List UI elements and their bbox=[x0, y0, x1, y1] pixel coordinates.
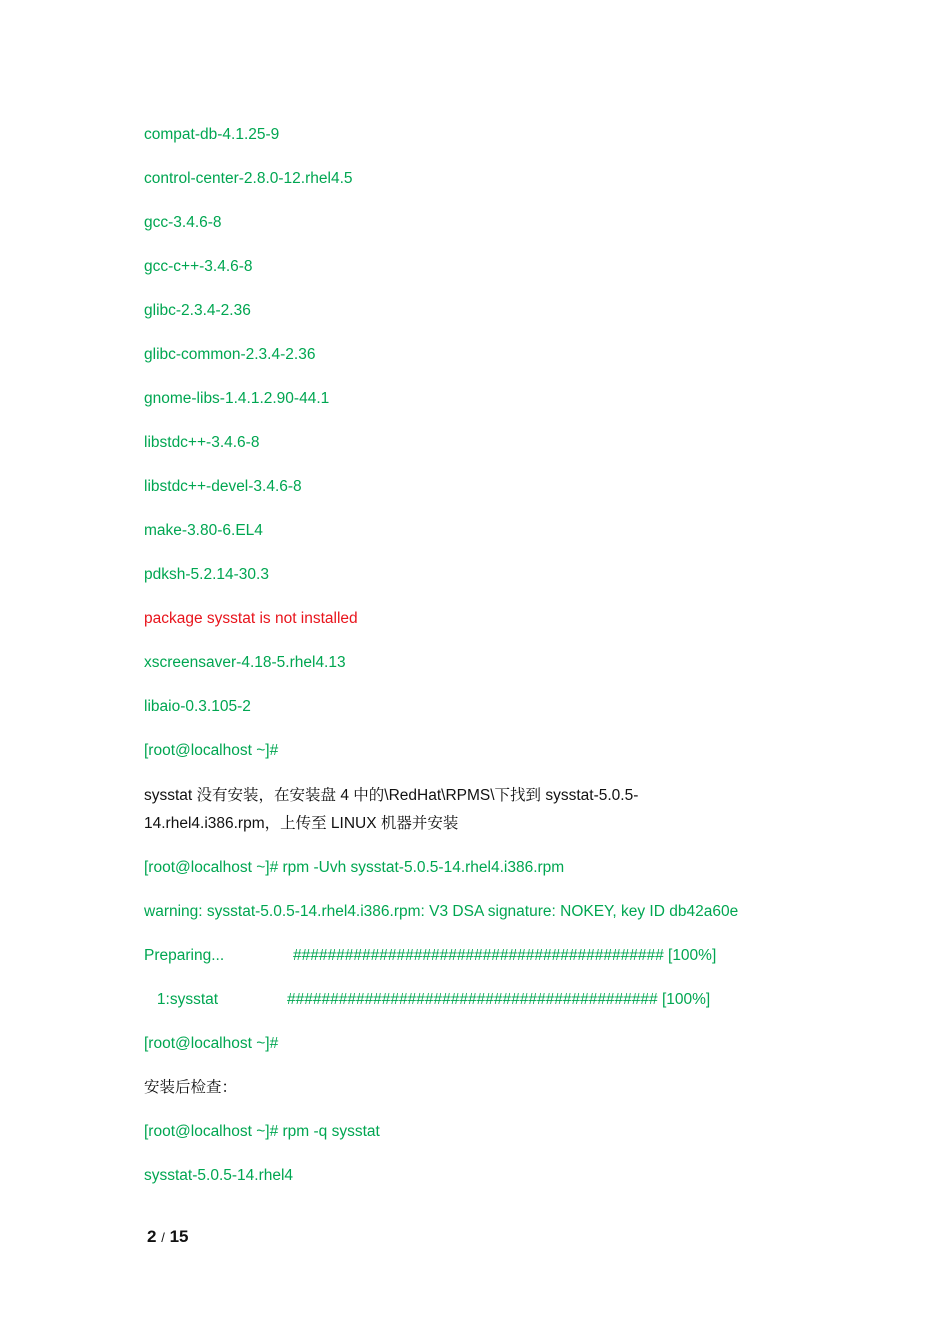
signature-warning: warning: sysstat-5.0.5-14.rhel4.i386.rpm: V3 DSA signature: NOKEY, key ID db42a60e bbox=[144, 903, 739, 920]
package-line: glibc-common-2.3.4-2.36 bbox=[144, 346, 316, 363]
package-line: glibc-2.3.4-2.36 bbox=[144, 302, 251, 319]
package-line: make-3.80-6.EL4 bbox=[144, 522, 263, 539]
package-line: libaio-0.3.105-2 bbox=[144, 698, 251, 715]
package-line: compat-db-4.1.25-9 bbox=[144, 126, 280, 143]
query-command: [root@localhost ~]# rpm -q sysstat bbox=[144, 1123, 380, 1140]
post-install-check-heading: 安装后检查： bbox=[144, 1079, 238, 1096]
package-line: gnome-libs-1.4.1.2.90-44.1 bbox=[144, 390, 330, 407]
preparing-progress: Preparing... ########################################### [100%] bbox=[144, 947, 717, 964]
package-line: libstdc++-devel-3.4.6-8 bbox=[144, 478, 302, 495]
install-instruction: sysstat 没有安装，在安装盘 4 中的\RedHat\RPMS\下找到 sysstat-5.0.5-14.rhel4.i386.rpm，上传至 LINUX 机器并安装 bbox=[144, 787, 639, 832]
package-line: control-center-2.8.0-12.rhel4.5 bbox=[144, 170, 353, 187]
package-line: gcc-3.4.6-8 bbox=[144, 214, 222, 231]
page-number bbox=[147, 1227, 188, 1247]
query-result: sysstat-5.0.5-14.rhel4 bbox=[144, 1167, 294, 1184]
shell-prompt: [root@localhost ~]# bbox=[144, 742, 279, 759]
page-separator: / bbox=[161, 1230, 165, 1245]
package-line: gcc-c++-3.4.6-8 bbox=[144, 258, 253, 275]
package-line: xscreensaver-4.18-5.rhel4.13 bbox=[144, 654, 346, 671]
package-line: libstdc++-3.4.6-8 bbox=[144, 434, 260, 451]
install-command: [root@localhost ~]# rpm -Uvh sysstat-5.0.5-14.rhel4.i386.rpm bbox=[144, 859, 565, 876]
shell-prompt: [root@localhost ~]# bbox=[144, 1035, 279, 1052]
not-installed-warning: package sysstat is not installed bbox=[144, 610, 358, 627]
package-line: pdksh-5.2.14-30.3 bbox=[144, 566, 269, 583]
page-total: 15 bbox=[169, 1227, 189, 1246]
page-current: 2 bbox=[147, 1227, 157, 1246]
install-progress: 1:sysstat ########################################### [100%] bbox=[144, 991, 711, 1008]
